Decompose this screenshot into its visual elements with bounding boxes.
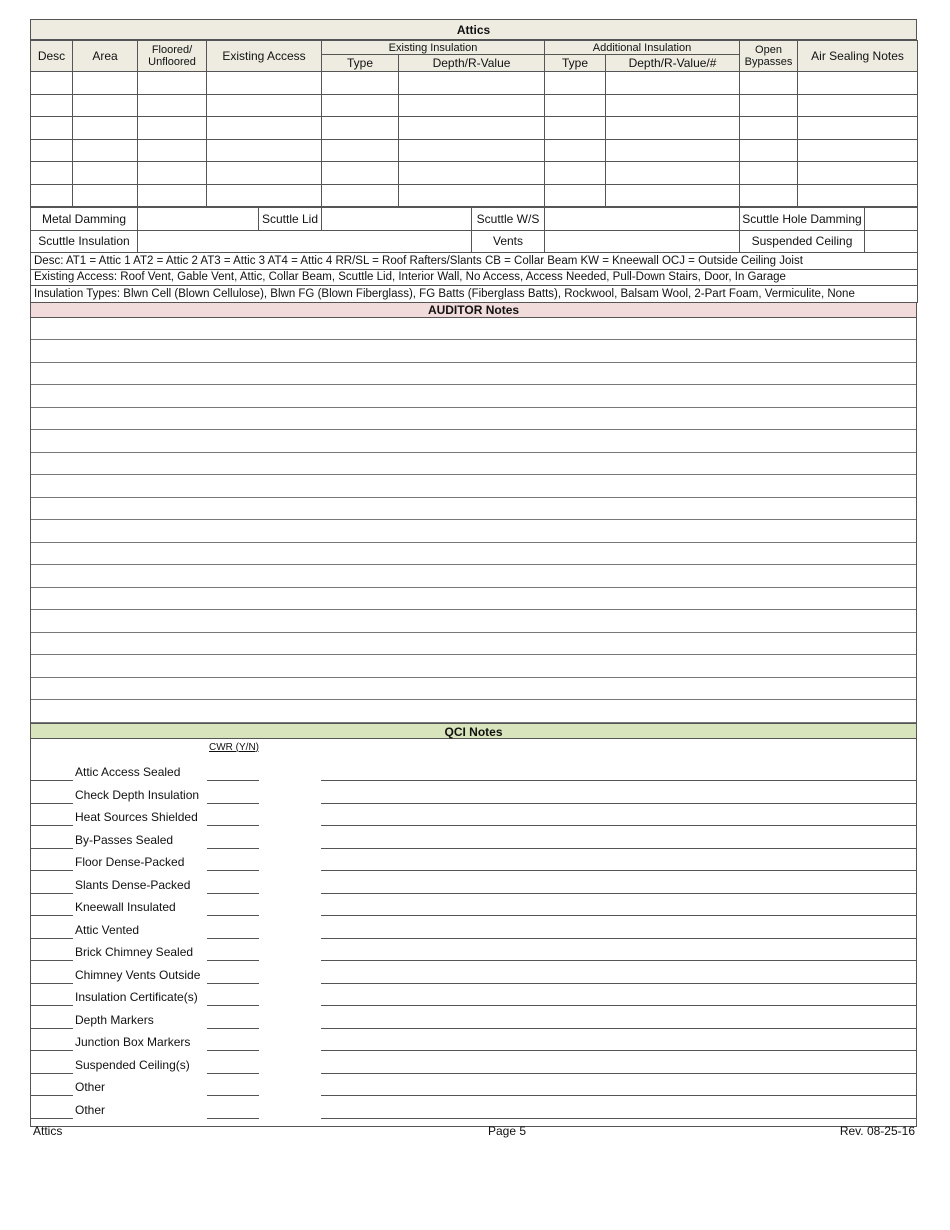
attic-cell[interactable] [73, 162, 138, 185]
auditor-note-line[interactable] [31, 408, 916, 431]
qci-notes-title: QCI Notes [30, 723, 917, 739]
auditor-note-line[interactable] [31, 543, 916, 566]
qci-check-blank[interactable] [31, 1118, 73, 1119]
qci-item-label: Kneewall Insulated [75, 900, 176, 914]
attic-cell[interactable] [798, 117, 918, 140]
legend-insulation: Insulation Types: Blwn Cell (Blown Cellulose), Blwn FG (Blown Fiberglass), FG Batts (Fiberglass Batts), Rockwool, Balsam Wool, 2-Part Foam, Vermiculite, None [31, 286, 918, 303]
auditor-note-line[interactable] [31, 588, 916, 611]
attic-cell[interactable] [138, 162, 207, 185]
qci-item-row [31, 894, 916, 917]
attic-cell[interactable] [399, 94, 545, 117]
attic-row [31, 72, 918, 95]
qci-item-label: Attic Vented [75, 922, 140, 937]
attic-cell[interactable] [138, 184, 207, 207]
attic-cell[interactable] [798, 139, 918, 162]
attic-cell[interactable] [207, 184, 322, 207]
field-scuttle-ws[interactable] [545, 208, 740, 231]
attic-cell[interactable] [399, 162, 545, 185]
qci-item-label: Check Depth Insulation [75, 787, 200, 802]
col-additional-insulation: Additional Insulation [545, 41, 740, 55]
qci-item-row [31, 984, 916, 1007]
auditor-note-line[interactable] [31, 565, 916, 588]
attic-cell[interactable] [138, 72, 207, 95]
qci-item-label: Slants Dense-Packed [75, 877, 191, 892]
col-existing-insulation: Existing Insulation [322, 41, 545, 55]
col-additional-depth: Depth/R-Value/# [606, 55, 740, 72]
label-scuttle-insulation: Scuttle Insulation [31, 230, 138, 253]
auditor-notes-area [30, 318, 917, 723]
col-floored [138, 41, 207, 72]
label-metal-damming: Metal Damming [31, 208, 138, 231]
auditor-note-line[interactable] [31, 430, 916, 453]
qci-notes-area [30, 739, 917, 1127]
attic-cell[interactable] [798, 94, 918, 117]
qci-item-row [31, 804, 916, 827]
auditor-note-line[interactable] [31, 520, 916, 543]
attic-cell[interactable] [322, 94, 399, 117]
label-scuttle-lid: Scuttle Lid [259, 208, 322, 231]
attic-cell[interactable] [798, 184, 918, 207]
qci-item-label: Floor Dense-Packed [75, 855, 185, 869]
auditor-notes-title: AUDITOR Notes [30, 303, 917, 318]
qci-item-row [31, 961, 916, 984]
auditor-note-line[interactable] [31, 678, 916, 701]
col-existing-access: Existing Access [207, 41, 322, 72]
label-suspended-ceiling: Suspended Ceiling [740, 230, 865, 253]
attic-cell[interactable] [606, 94, 740, 117]
col-air-sealing: Air Sealing Notes [798, 41, 918, 72]
auditor-note-line[interactable] [31, 633, 916, 656]
attic-cell[interactable] [322, 117, 399, 140]
col-desc: Desc [31, 41, 73, 72]
field-scuttle-hole-damming[interactable] [865, 208, 918, 231]
attic-cell[interactable] [740, 94, 798, 117]
qci-item-row [31, 916, 916, 939]
footer-page: Page 5 [487, 1124, 527, 1138]
field-scuttle-lid[interactable] [322, 208, 472, 231]
attic-cell[interactable] [31, 162, 73, 185]
attic-cell[interactable] [545, 162, 606, 185]
attic-cell[interactable] [399, 72, 545, 95]
attic-cell[interactable] [31, 72, 73, 95]
auditor-note-line[interactable] [31, 498, 916, 521]
label-scuttle-hole-damming: Scuttle Hole Damming [740, 208, 865, 231]
attic-cell[interactable] [322, 139, 399, 162]
qci-note-line[interactable] [321, 1118, 916, 1119]
attic-cell[interactable] [399, 117, 545, 140]
attic-cell[interactable] [798, 162, 918, 185]
col-area: Area [73, 41, 138, 72]
attic-cell[interactable] [545, 94, 606, 117]
col-existing-depth: Depth/R-Value [399, 55, 545, 72]
auditor-note-line[interactable] [31, 340, 916, 363]
col-open-bypasses [740, 41, 798, 72]
qci-item-row [31, 826, 916, 849]
attic-cell[interactable] [138, 94, 207, 117]
auditor-note-line[interactable] [31, 700, 916, 723]
auditor-note-line[interactable] [31, 453, 916, 476]
label-vents: Vents [472, 230, 545, 253]
attic-cell[interactable] [73, 184, 138, 207]
qci-item-row [31, 1096, 916, 1119]
attic-cell[interactable] [138, 117, 207, 140]
attic-cell[interactable] [606, 162, 740, 185]
attic-cell[interactable] [73, 117, 138, 140]
qci-item-row [31, 1051, 916, 1074]
attic-cell[interactable] [545, 117, 606, 140]
qci-item-row [31, 781, 916, 804]
attic-cell[interactable] [740, 162, 798, 185]
attic-cell[interactable] [322, 162, 399, 185]
attic-cell[interactable] [322, 72, 399, 95]
attic-cell[interactable] [798, 72, 918, 95]
auditor-note-line[interactable] [31, 610, 916, 633]
auditor-note-line[interactable] [31, 363, 916, 386]
footer-rev: Rev. 08-25-16 [839, 1124, 915, 1138]
qci-item-label: Suspended Ceiling(s) [75, 1057, 190, 1072]
attics-table [30, 40, 918, 207]
attic-cell[interactable] [31, 184, 73, 207]
auditor-note-line[interactable] [31, 385, 916, 408]
attic-cell[interactable] [322, 184, 399, 207]
attic-cell[interactable] [73, 139, 138, 162]
qci-item-label: Brick Chimney Sealed [75, 945, 194, 959]
qci-item-row [31, 1029, 916, 1052]
attic-cell[interactable] [740, 72, 798, 95]
col-floored-line1: Floored/ [151, 44, 193, 56]
field-scuttle-insulation[interactable] [138, 230, 472, 253]
auditor-note-line[interactable] [31, 318, 916, 341]
col-open-line1: Open [755, 44, 782, 56]
qci-item-label: Other [75, 1102, 106, 1117]
attics-form [30, 19, 917, 1127]
attic-cell[interactable] [606, 184, 740, 207]
qci-item-row [31, 1074, 916, 1097]
attic-cell[interactable] [740, 184, 798, 207]
qci-item-row [31, 759, 916, 782]
attic-cell[interactable] [545, 139, 606, 162]
qci-item-label: Attic Access Sealed [75, 765, 181, 779]
qci-item-label: Depth Markers [75, 1012, 154, 1027]
attic-cell[interactable] [31, 117, 73, 140]
attic-row [31, 117, 918, 140]
field-metal-damming[interactable] [138, 208, 259, 231]
attic-cell[interactable] [740, 139, 798, 162]
auditor-note-line[interactable] [31, 475, 916, 498]
attics-title: Attics [30, 19, 917, 40]
attic-cell[interactable] [31, 94, 73, 117]
label-scuttle-ws: Scuttle W/S [472, 208, 545, 231]
qci-item-label: Heat Sources Shielded [75, 810, 198, 824]
qci-item-label: Other [75, 1080, 106, 1094]
footer-left: Attics [33, 1124, 63, 1138]
attic-cell[interactable] [31, 139, 73, 162]
attic-cell[interactable] [399, 139, 545, 162]
scuttle-table [30, 207, 918, 303]
qci-item-label: Chimney Vents Outside [75, 967, 201, 982]
attic-cell[interactable] [606, 72, 740, 95]
qci-item-label: By-Passes Sealed [75, 832, 174, 847]
field-suspended-ceiling[interactable] [865, 230, 918, 253]
attic-cell[interactable] [606, 139, 740, 162]
attic-cell[interactable] [73, 94, 138, 117]
legend-desc: Desc: AT1 = Attic 1 AT2 = Attic 2 AT3 = Attic 3 AT4 = Attic 4 RR/SL = Roof Rafters/Slants CB = Collar Beam KW = Kneewall OCJ = Outside Ceiling Joist [31, 253, 918, 270]
col-additional-type: Type [545, 55, 606, 72]
qci-item-label: Junction Box Markers [75, 1035, 191, 1049]
col-open-line2: Bypasses [744, 56, 793, 68]
qci-cwr-blank[interactable] [207, 1118, 259, 1119]
attic-cell[interactable] [207, 94, 322, 117]
qci-item-row [31, 871, 916, 894]
col-existing-type: Type [322, 55, 399, 72]
attic-cell[interactable] [740, 117, 798, 140]
field-vents[interactable] [545, 230, 740, 253]
attic-cell[interactable] [207, 117, 322, 140]
attic-cell[interactable] [606, 117, 740, 140]
attic-cell[interactable] [138, 139, 207, 162]
qci-item-label: Insulation Certificate(s) [75, 990, 198, 1004]
attic-row [31, 94, 918, 117]
attic-cell[interactable] [545, 72, 606, 95]
legend-access: Existing Access: Roof Vent, Gable Vent, Attic, Collar Beam, Scuttle Lid, Interior Wall, No Access, Access Needed, Pull-Down Stairs, Door, In Garage [31, 269, 918, 286]
qci-item-row [31, 939, 916, 962]
attic-row [31, 139, 918, 162]
attic-cell[interactable] [545, 184, 606, 207]
cwr-label: CWR (Y/N) [209, 741, 259, 753]
attic-row [31, 184, 918, 207]
attic-cell[interactable] [207, 139, 322, 162]
auditor-note-line[interactable] [31, 655, 916, 678]
attic-cell[interactable] [207, 162, 322, 185]
attic-row [31, 162, 918, 185]
col-floored-line2: Unfloored [148, 56, 196, 68]
qci-item-row [31, 849, 916, 872]
qci-item-row [31, 1006, 916, 1029]
attic-cell[interactable] [399, 184, 545, 207]
attic-cell[interactable] [73, 72, 138, 95]
attic-cell[interactable] [207, 72, 322, 95]
